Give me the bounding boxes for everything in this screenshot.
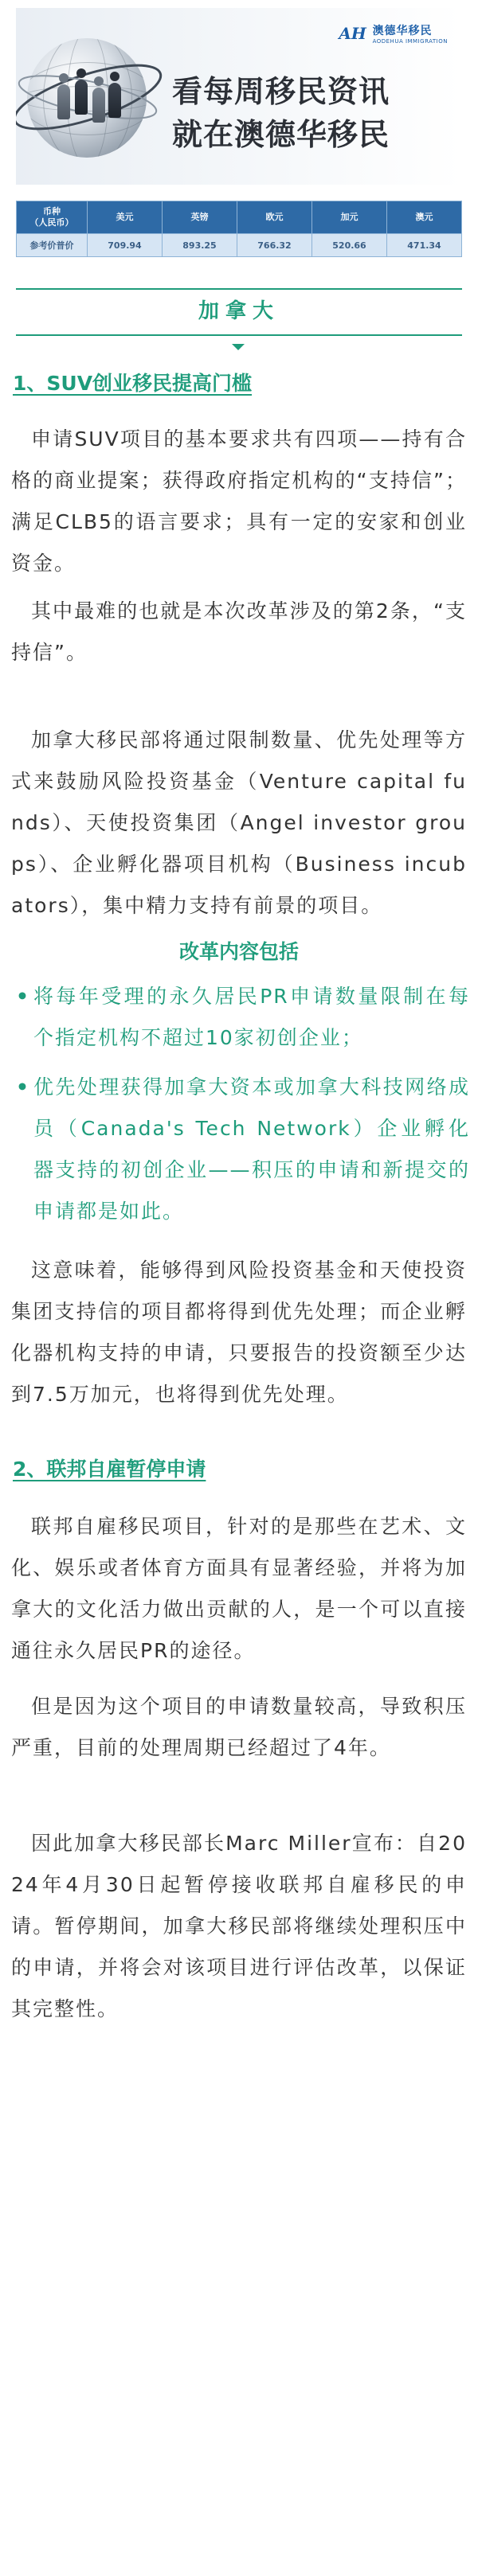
rate-table-currency-header: 币种 （人民币） (17, 201, 88, 234)
person-figure-icon (57, 84, 70, 119)
brand-name: 澳德华移民 (372, 25, 433, 37)
paragraph: 因此加拿大移民部长Marc Miller宣布：自2024年4月30日起暂停接收联邦自雇移民的申请。暂停期间，加拿大移民部将继续处理积压中的申请，并将会对该项目进行评估改革，以保证其完整性。 (11, 1832, 467, 2020)
section-heading-suv: 1、SUV创业移民提高门槛 (13, 372, 253, 395)
banner-slogan-line1: 看每周移民资讯 (172, 74, 390, 109)
paragraph: 加拿大移民部将通过限制数量、优先处理等方式来鼓励风险投资基金（Venture capital funds）、天使投资集团（Angel investor groups）、企业孵化器项目机构（Business incubators），集中精力支持有前景的项目。 (11, 728, 467, 917)
rate-table-value-cell: 520.66 (312, 234, 387, 257)
list-item-text: 优先处理获得加拿大资本或加拿大科技网络成员（Canada's Tech Network）企业孵化器支持的初创企业——积压的申请和新提交的申请都是如此。 (33, 1075, 470, 1223)
caret-down-icon (232, 344, 245, 350)
divider (16, 334, 462, 336)
brand-logo-icon: AH (339, 24, 366, 43)
bullet-icon: • (16, 1075, 29, 1099)
section-heading-self-employed: 2、联邦自雇暂停申请 (13, 1458, 206, 1481)
rate-table-value-cell: 893.25 (163, 234, 237, 257)
rate-table-row-label: 参考价普价 (17, 234, 88, 257)
paragraph: 这意味着，能够得到风险投资基金和天使投资集团支持信的项目都将得到优先处理；而企业孵化器机构支持的申请，只要报告的投资额至少达到7.5万加元，也将得到优先处理。 (11, 1259, 467, 1406)
rate-table-value-row (17, 234, 462, 257)
rate-table-header-cell: 英镑 (163, 201, 237, 234)
sub-heading-reform: 改革内容包括 (178, 940, 299, 963)
rate-table-header-cell: 美元 (88, 201, 163, 234)
paragraph: 其中最难的也就是本次改革涉及的第2条，“支持信”。 (11, 599, 467, 664)
person-figure-icon (75, 80, 88, 115)
exchange-rate-table (16, 201, 462, 257)
rate-table-value-cell: 471.34 (387, 234, 462, 257)
rate-table-header-cell: 欧元 (237, 201, 312, 234)
rate-table-header-row (17, 201, 462, 234)
person-figure-icon (108, 83, 121, 118)
brand-logo (338, 18, 448, 49)
header-banner (16, 8, 462, 185)
divider (16, 288, 462, 290)
paragraph: 联邦自雇移民项目，针对的是那些在艺术、文化、娱乐或者体育方面具有显著经验，并将为加拿大的文化活力做出贡献的人，是一个可以直接通往永久居民PR的途径。 (11, 1515, 467, 1662)
brand-name-en: AODEHUA IMMIGRATION (372, 38, 448, 45)
list-item (16, 976, 470, 1059)
person-figure-icon (92, 88, 105, 123)
country-title: 加拿大 (198, 299, 280, 323)
list-item-text: 将每年受理的永久居民PR申请数量限制在每个指定机构不超过10家初创企业； (33, 985, 470, 1049)
rate-table-header-cell: 澳元 (387, 201, 462, 234)
paragraph: 申请SUV项目的基本要求共有四项——持有合格的商业提案；获得政府指定机构的“支持信”；满足CLB5的语言要求；具有一定的安家和创业资金。 (11, 427, 467, 575)
bullet-icon: • (16, 985, 29, 1008)
list-item (16, 1067, 470, 1232)
rate-table-header-cell: 加元 (312, 201, 387, 234)
rate-table-value-cell: 766.32 (237, 234, 312, 257)
paragraph: 但是因为这个项目的申请数量较高，导致积压严重，目前的处理周期已经超过了4年。 (11, 1695, 467, 1759)
banner-slogan-line2: 就在澳德华移民 (172, 117, 390, 152)
rate-table-value-cell: 709.94 (88, 234, 163, 257)
